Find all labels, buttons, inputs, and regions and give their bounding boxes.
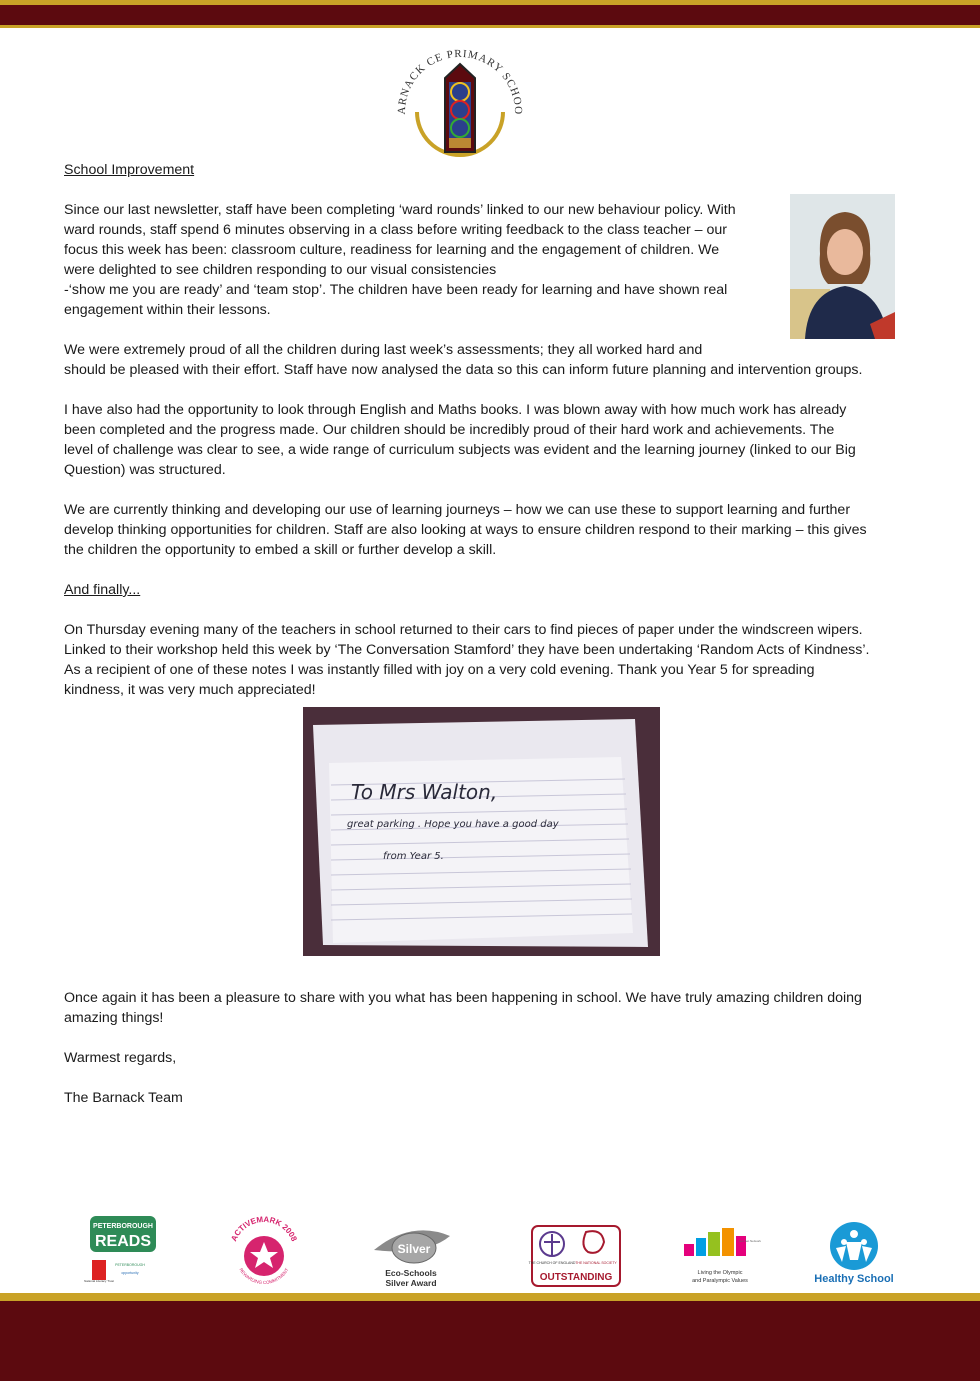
section-school-improvement [64, 160, 916, 700]
text-line: level of challenge was clear to see, a wide range of curriculum subjects was evident and the learning journey (linked to our Big [64, 442, 856, 458]
text-line: Since our last newsletter, staff have been completing ‘ward rounds’ linked to our new behaviour policy. With [64, 202, 736, 218]
text-line: ward rounds, staff spend 6 minutes observing in a class before writing feedback to the class teacher – our [64, 222, 727, 238]
olympic-small: Get Set Network [738, 1239, 762, 1243]
closing-section [64, 988, 916, 1108]
eco-schools-logo [366, 1212, 456, 1292]
eco-badge: Silver [397, 1242, 431, 1256]
activemark-arc-text: ACTIVEMARK 2008 [229, 1214, 299, 1243]
siams-outstanding-logo [530, 1212, 622, 1292]
school-logo [385, 40, 535, 170]
text-line: Question) was structured. [64, 462, 226, 478]
healthy-school-label: Healthy School [814, 1273, 894, 1285]
stained-glass-icon [445, 64, 475, 152]
text-line: the children the opportunity to embed a skill or further develop a skill. [64, 542, 497, 558]
kindness-note-photo [303, 707, 660, 956]
peterborough-reads-logo [84, 1212, 158, 1292]
reads-main: READS [94, 1233, 152, 1250]
eco-line-2: Silver Award [385, 1278, 437, 1288]
reads-small-2: PETERBOROUGH [115, 1263, 145, 1267]
text-line: We are currently thinking and developing our use of learning journeys – how we can use these to support learning and further [64, 502, 851, 518]
headteacher-photo [790, 194, 895, 339]
text-line: engagement within their lessons. [64, 302, 271, 318]
text-line: On Thursday evening many of the teachers in school returned to their cars to find pieces of paper under the windscreen wipers. [64, 622, 863, 638]
olympic-line-1: Living the Olympic [697, 1270, 743, 1276]
text-line: We were extremely proud of all the children during last week’s assessments; they all worked hard and [64, 342, 703, 358]
olympic-values-logo [680, 1212, 760, 1292]
siams-right-text: THE NATIONAL SOCIETY [575, 1261, 617, 1265]
bottom-banner [0, 1293, 980, 1381]
note-line-1: To Mrs Walton, [351, 780, 498, 804]
note-line-2: great parking . Hope you have a good day [347, 819, 559, 830]
section-heading: And finally... [64, 582, 141, 598]
text-line: should be pleased with their effort. Staff have now analysed the data so this can inform future planning and intervention groups. [64, 362, 863, 378]
text-line: develop thinking opportunities for children. Staff are also looking at ways to ensure children respond to their marking – this gives [64, 522, 867, 538]
siams-left-text: THE CHURCH OF ENGLAND [528, 1261, 576, 1265]
text-line: Linked to their workshop held this week by ‘The Conversation Stamford’ they have been undertaking ‘Random Acts of Kindness’. [64, 642, 870, 658]
regards-text: Warmest regards, [64, 1050, 177, 1066]
text-line: kindness, it was very much appreciated! [64, 682, 316, 698]
note-line-3: from Year 5. [383, 851, 444, 862]
text-line: amazing things! [64, 1010, 164, 1026]
text-line: -‘show me you are ready’ and ‘team stop’. The children have been ready for learning and have shown real [64, 282, 728, 298]
activemark-logo [226, 1212, 302, 1292]
reads-small-3: opportunity [121, 1271, 139, 1275]
healthy-school-logo [806, 1212, 902, 1292]
siams-rating: OUTSTANDING [539, 1272, 613, 1283]
text-line: been completed and the progress made. Our children should be incredibly proud of their hard work and achievements. The [64, 422, 835, 438]
olympic-line-2: and Paralympic Values [692, 1278, 748, 1284]
school-name-arc: ARNACK CE PRIMARY SCHOO [395, 47, 525, 116]
signoff-text: The Barnack Team [64, 1090, 183, 1106]
reads-small-1: National Literacy Trust [84, 1279, 114, 1283]
text-line: were delighted to see children responding to our visual consistencies [64, 262, 497, 278]
eco-line-1: Eco-Schools [385, 1268, 437, 1278]
text-line: As a recipient of one of these notes I was instantly filled with joy on a very cold evening. Thank you Year 5 for spreading [64, 662, 815, 678]
top-banner [0, 0, 980, 28]
text-line: focus this week has been: classroom culture, readiness for learning and the engagement of children. We [64, 242, 720, 258]
text-line: I have also had the opportunity to look through English and Maths books. I was blown away with how much work has already [64, 402, 847, 418]
section-heading: School Improvement [64, 162, 195, 178]
activemark-bottom-text: REWARDING COMMITMENT [238, 1267, 290, 1286]
text-line: Once again it has been a pleasure to share with you what has been happening in school. We have truly amazing children doing [64, 990, 862, 1006]
reads-title: PETERBOROUGH [93, 1223, 153, 1230]
